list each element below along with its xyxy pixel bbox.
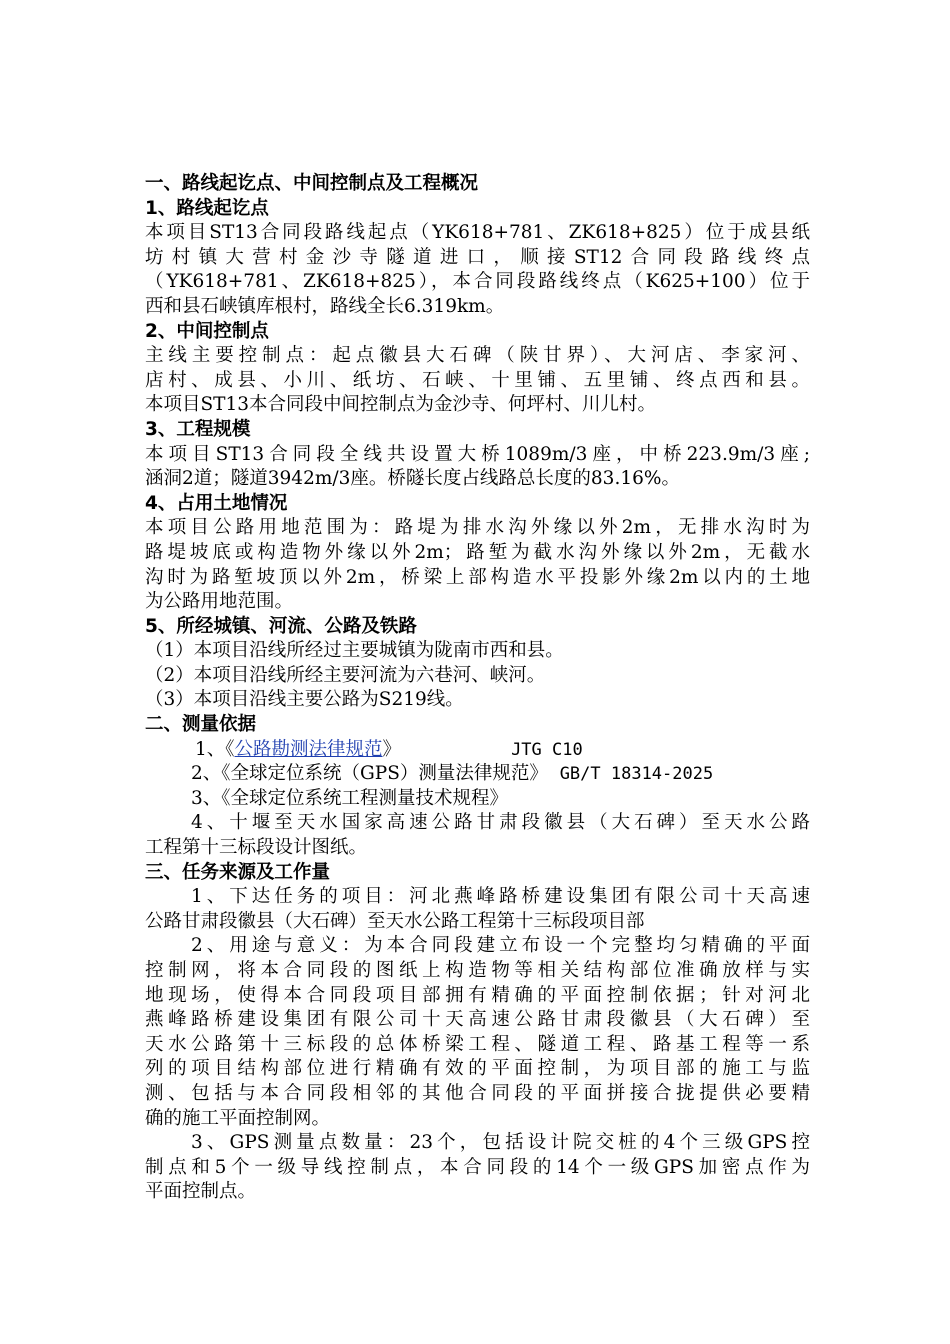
subsection-towns-rivers-roads-heading: 5、所经城镇、河流、公路及铁路 bbox=[145, 615, 417, 637]
paragraph-line: （YK618+781、ZK618+825），本合同段路线终点（K625+100）位于 bbox=[145, 271, 810, 293]
paragraph-line: 本项目ST13合同段全线共设置大桥1089m/3座，中桥223.9m/3座; bbox=[145, 443, 810, 465]
highway-survey-spec-link[interactable]: 公路勘测法律规范 bbox=[234, 738, 383, 760]
paragraph-line: 确的施工平面控制网。 bbox=[145, 1107, 331, 1129]
document-page bbox=[145, 172, 810, 1205]
paragraph-line: 燕峰路桥建设集团有限公司十天高速公路甘肃段徽县（大石碑）至 bbox=[145, 1009, 810, 1031]
section-2-heading: 二、测量依据 bbox=[145, 714, 257, 736]
paragraph-line: 本项目ST13合同段路线起点（YK618+781、ZK618+825）位于成县纸 bbox=[145, 222, 810, 244]
paragraph-line: 控制网，将本合同段的图纸上构造物等相关结构部位准确放样与实 bbox=[145, 960, 810, 981]
paragraph-line: 地现场，使得本合同段项目部拥有精确的平面控制依据；针对河北 bbox=[145, 984, 810, 1006]
paragraph-line: 2、用途与意义：为本合同段建立布设一个完整均匀精确的平面 bbox=[191, 935, 810, 957]
section-3-heading: 三、任务来源及工作量 bbox=[145, 861, 331, 883]
paragraph-line: 西和县石峡镇库根村，路线全长6.319km。 bbox=[145, 295, 505, 317]
paragraph-line: 坊村镇大营村金沙寺隧道进口，顺接ST12合同段路线终点 bbox=[145, 246, 810, 268]
paragraph-line: 天水公路第十三标段的总体桥梁工程、隧道工程、路基工程等一系 bbox=[145, 1033, 810, 1055]
reference-prefix: 1、《 bbox=[195, 738, 235, 760]
subsection-project-scale-heading: 3、工程规模 bbox=[145, 418, 251, 440]
list-item: （1）本项目沿线所经过主要城镇为陇南市西和县。 bbox=[145, 640, 564, 662]
subsection-control-points-heading: 2、中间控制点 bbox=[145, 320, 269, 342]
standard-code: JTG C10 bbox=[511, 739, 583, 760]
paragraph-line: 路堤坡底或构造物外缘以外2m；路堑为截水沟外缘以外2m，无截水 bbox=[145, 541, 810, 563]
reference-item-2 bbox=[145, 762, 810, 787]
paragraph-line: 主线主要控制点：起点徽县大石碑（陕甘界）、大河店、李家河、 bbox=[145, 345, 810, 367]
section-1-heading: 一、路线起讫点、中间控制点及工程概况 bbox=[145, 173, 479, 194]
paragraph-line: 沟时为路堑坡顶以外2m，桥梁上部构造水平投影外缘2m以内的土地 bbox=[145, 566, 810, 588]
paragraph-line: 列的项目结构部位进行精确有效的平面控制，为项目部的施工与监 bbox=[145, 1058, 810, 1080]
paragraph-line: 制点和5个一级导线控制点，本合同段的14个一级GPS加密点作为 bbox=[145, 1156, 810, 1178]
paragraph-line: 1、下达任务的项目：河北燕峰路桥建设集团有限公司十天高速 bbox=[191, 886, 810, 908]
paragraph-line: 本项目ST13本合同段中间控制点为金沙寺、何坪村、川儿村。 bbox=[145, 394, 657, 416]
paragraph-line: 工程第十三标段设计图纸。 bbox=[145, 837, 368, 859]
standard-code: GB/T 18314-2025 bbox=[559, 764, 714, 785]
paragraph-line: 平面控制点。 bbox=[145, 1181, 257, 1203]
reference-suffix: 》 bbox=[382, 738, 402, 760]
reference-item-1 bbox=[145, 738, 810, 763]
paragraph-line: 店村、成县、小川、纸坊、石峡、十里铺、五里铺、终点西和县。 bbox=[145, 369, 810, 391]
subsection-route-endpoints-heading: 1、路线起讫点 bbox=[145, 197, 269, 219]
reference-item-4: 4、十堰至天水国家高速公路甘肃段徽县（大石碑）至天水公路 bbox=[191, 812, 810, 834]
paragraph-line: 公路甘肃段徽县（大石碑）至天水公路工程第十三标段项目部 bbox=[145, 910, 645, 932]
reference-title: 2、《全球定位系统（GPS）测量法律规范》 bbox=[191, 763, 548, 785]
list-item: （3）本项目沿线主要公路为S219线。 bbox=[145, 689, 464, 711]
paragraph-line: 为公路用地范围。 bbox=[145, 591, 294, 613]
paragraph-line: 测、包括与本合同段相邻的其他合同段的平面拼接合拢提供必要精 bbox=[145, 1082, 810, 1104]
paragraph-line: 3、GPS测量点数量：23个，包括设计院交桩的4个三级GPS控 bbox=[191, 1132, 810, 1154]
reference-item-3: 3、《全球定位系统工程测量技术规程》 bbox=[191, 787, 509, 809]
paragraph-line: 涵洞2道；隧道3942m/3座。桥隧长度占线路总长度的83.16%。 bbox=[145, 468, 680, 490]
paragraph-line: 本项目公路用地范围为：路堤为排水沟外缘以外2m，无排水沟时为 bbox=[145, 517, 810, 539]
subsection-land-use-heading: 4、占用土地情况 bbox=[145, 492, 288, 514]
list-item: （2）本项目沿线所经主要河流为六巷河、峡河。 bbox=[145, 664, 546, 686]
